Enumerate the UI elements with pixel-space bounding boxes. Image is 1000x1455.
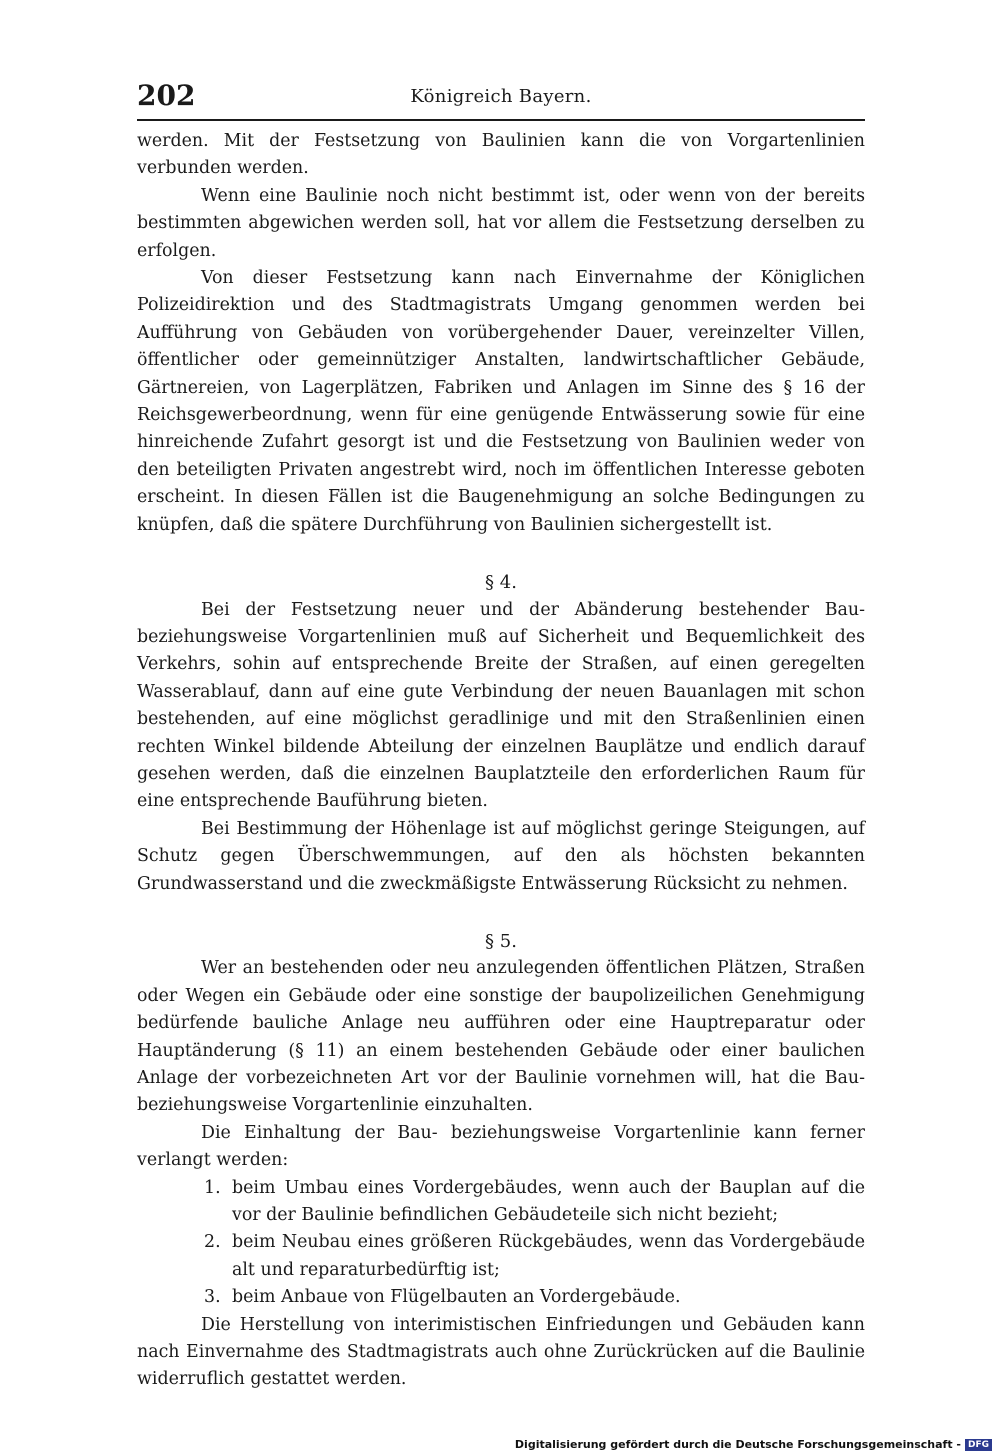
dfg-logo: DFG xyxy=(965,1439,992,1451)
list-item-number: 3. xyxy=(204,1287,221,1308)
section-heading: § 4. xyxy=(485,572,517,594)
section-heading: § 5. xyxy=(485,930,517,952)
list-item-text: beim Anbaue von Flügelbauten an Vordergebäude. xyxy=(232,1287,681,1308)
list-item xyxy=(137,1284,865,1311)
list-item-number: 1. xyxy=(204,1177,221,1198)
numbered-list xyxy=(137,1175,865,1312)
paragraph: Bei der Festsetzung neuer und der Abänderung bestehender Bau- beziehungsweise Vorgartenlinien muß auf Sicherheit und Bequemlichkeit des Verkehrs, sohin auf entsprechende Breite der Straßen, auf einen geregelten Wasserablauf, dann auf eine gute Verbindung der neuen Bauanlagen mit schon bestehenden, auf eine möglichst geradlinige und mit den Straßenlinien einen rechten Winkel bildende Abteilung der einzelnen Bauplätze und endlich darauf gesehen werden, daß die einzelnen Bauplatzteile den erforderlichen Raum für eine entsprechende Bauführung bieten. xyxy=(137,599,865,812)
paragraph: Wer an bestehenden oder neu anzulegenden öffentlichen Plätzen, Straßen oder Wegen ein Gebäude oder eine sonstige der baupolizeilichen Genehmigung bedürfende bauliche Anlage neu aufführen oder eine Hauptreparatur oder Hauptänderung (§ 11) an einem bestehenden Gebäude oder einer baulichen Anlage der vorbezeichneten Art vor der Baulinie vornehmen will, hat die Bau- beziehungsweise Vorgartenlinie einzuhalten. xyxy=(137,958,865,1116)
header-rule xyxy=(137,119,865,121)
list-item xyxy=(137,1175,865,1230)
list-item-text: beim Umbau eines Vordergebäudes, wenn auch der Bauplan auf die vor der Baulinie befindlichen Gebäudeteile sich nicht bezieht; xyxy=(232,1177,865,1226)
paragraph: werden. Mit der Festsetzung von Baulinien kann die von Vorgartenlinien verbunden werden. xyxy=(137,131,865,179)
paragraph: Bei Bestimmung der Höhenlage ist auf möglichst geringe Steigungen, auf Schutz gegen Überschwemmungen, auf den als höchsten bekannten Grundwasserstand und die zweckmäßigste Entwässerung Rücksicht zu nehmen. xyxy=(137,818,865,894)
list-item-text: beim Neubau eines größeren Rückgebäudes, wenn das Vordergebäude alt und reparaturbedürftig ist; xyxy=(232,1232,865,1280)
digitization-footer xyxy=(515,1438,992,1452)
paragraph: Die Einhaltung der Bau- beziehungsweise Vorgartenlinie kann ferner verlangt werden: xyxy=(137,1122,865,1171)
page-header xyxy=(137,78,865,114)
document-body xyxy=(137,128,865,1394)
list-item xyxy=(137,1229,865,1284)
page-number: 202 xyxy=(137,79,196,112)
paragraph: Wenn eine Baulinie noch nicht bestimmt ist, oder wenn von der bereits bestimmten abgewichen werden soll, hat vor allem die Festsetzung derselben zu erfolgen. xyxy=(137,185,865,261)
list-item-number: 2. xyxy=(204,1232,221,1253)
paragraph: Von dieser Festsetzung kann nach Einvernahme der Königlichen Polizeidirektion und des Stadtmagistrats Umgang genommen werden bei Aufführung von Gebäuden von vorübergehender Dauer, vereinzelter Villen, öffentlicher oder gemeinnütziger Anstalten, landwirtschaftlicher Gebäude, Gärtnereien, von Lagerplätzen, Fabriken und Anlagen im Sinne des § 16 der Reichsgewerbeordnung, wenn für eine genügende Entwässerung sowie für eine hinreichende Zufahrt gesorgt ist und die Festsetzung von Baulinien weder von den beteiligten Privaten angestrebt wird, noch im öffentlichen Interesse geboten erscheint. In diesen Fällen ist die Baugenehmigung an solche Bedingungen zu knüpfen, daß die spätere Durchführung von Baulinien sichergestellt ist. xyxy=(137,268,865,535)
footer-text: Digitalisierung gefördert durch die Deutsche Forschungsgemeinschaft - xyxy=(514,1438,961,1451)
paragraph: Die Herstellung von interimistischen Einfriedungen und Gebäuden kann nach Einvernahme des Stadtmagistrats auch ohne Zurückrücken auf die Baulinie widerruflich gestattet werden. xyxy=(137,1314,865,1390)
running-head: Königreich Bayern. xyxy=(410,86,592,107)
